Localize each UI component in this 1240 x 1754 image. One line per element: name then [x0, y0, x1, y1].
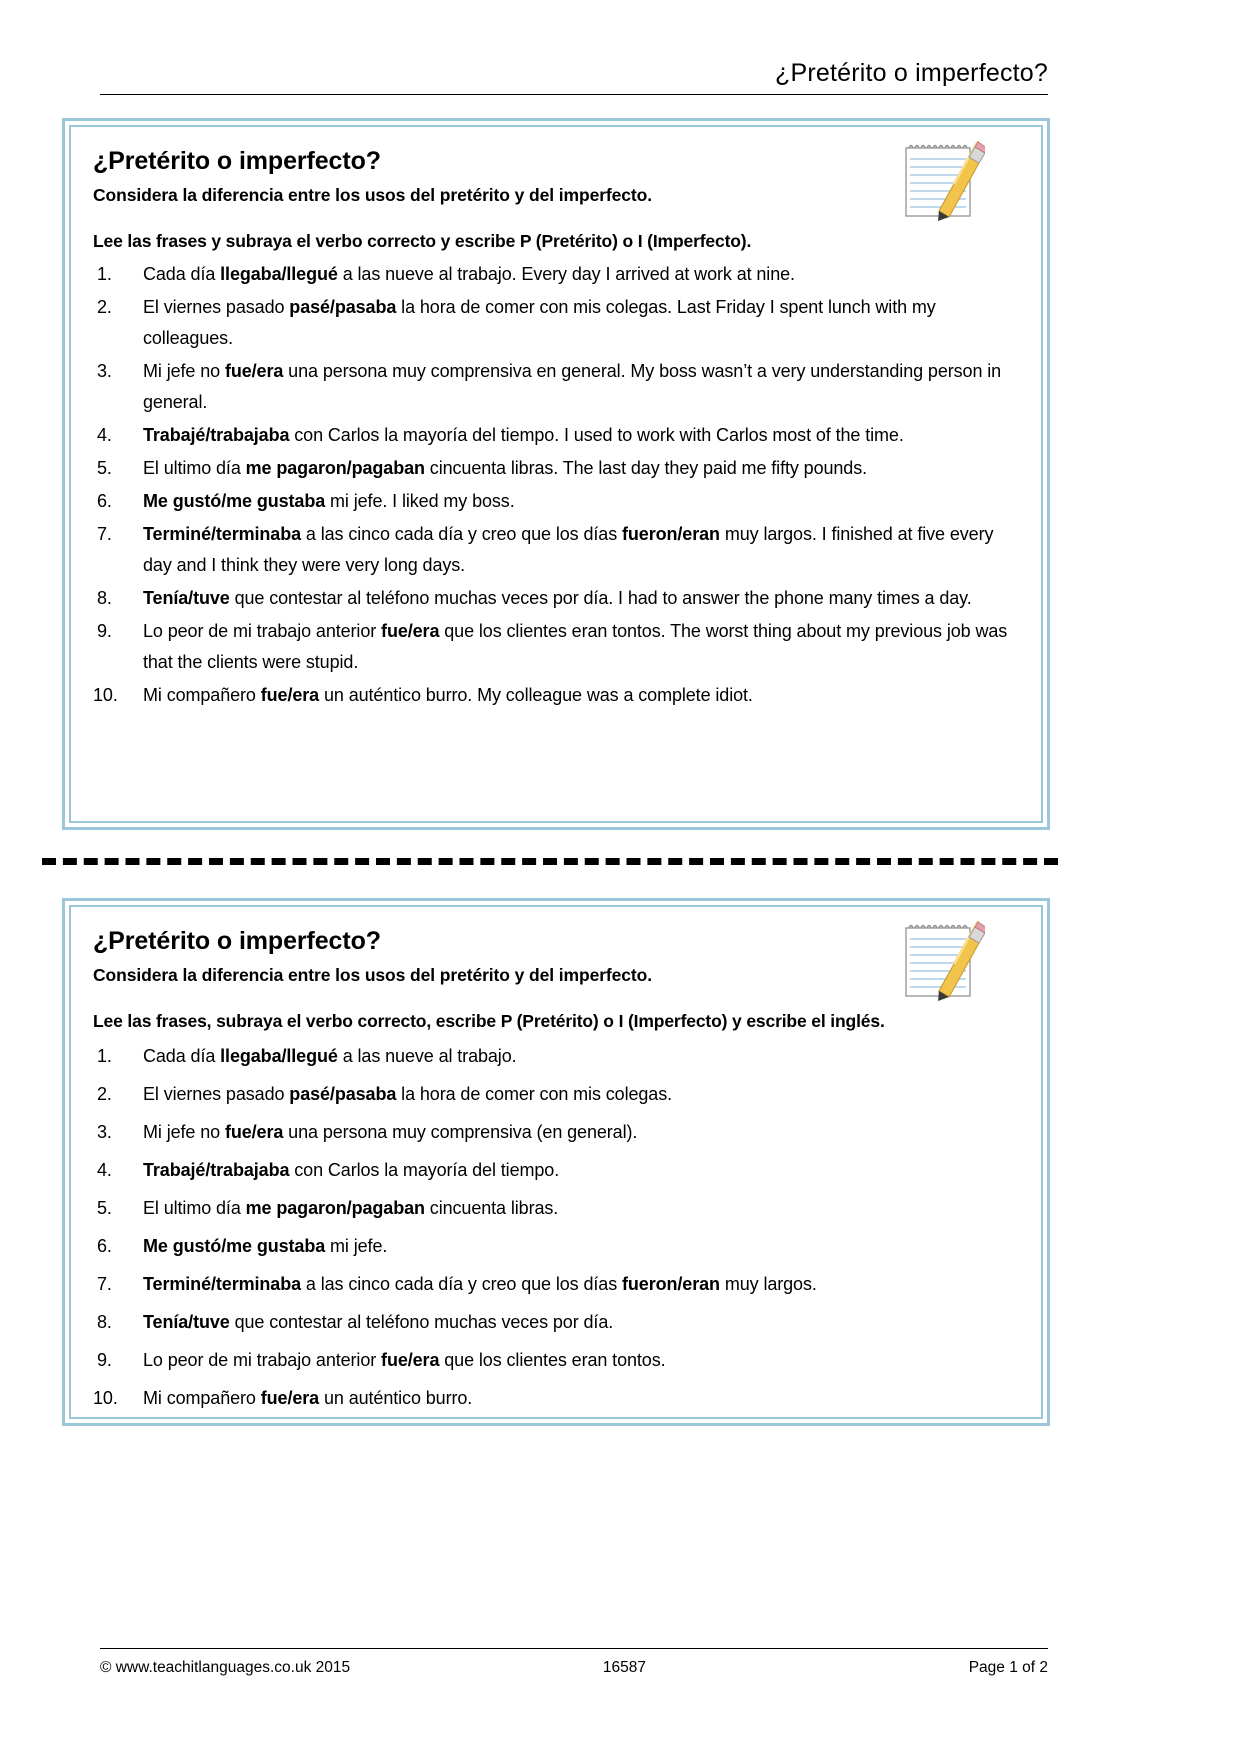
sentence-text: una persona muy comprensiva en general. My boss wasn’t a very understanding person in general.: [143, 361, 1002, 412]
question-item: [93, 292, 1019, 354]
sentence-text: cincuenta libras.: [424, 1198, 559, 1218]
question-text: [143, 685, 753, 705]
question-number: 5.: [97, 458, 112, 478]
worksheet-box-1-inner: [69, 125, 1043, 823]
question-item: [93, 1039, 1019, 1073]
question-number: 7.: [97, 1274, 112, 1294]
verb-choice: me pagaron/pagaban: [245, 458, 425, 478]
box-1-subtitle: Considera la diferencia entre los usos del pretérito y del imperfecto.: [93, 185, 652, 205]
question-item: [93, 1077, 1019, 1111]
question-text: [143, 425, 904, 445]
box-1-instruction: Lee las frases y subraya el verbo correcto y escribe P (Pretérito) o I (Imperfecto).: [93, 231, 752, 251]
question-number: 10.: [93, 1388, 118, 1408]
verb-choice: Me gustó/me gustaba: [143, 491, 326, 511]
verb-choice: fue/era: [381, 621, 440, 641]
question-item: [93, 1267, 1019, 1301]
sentence-text: mi jefe.: [325, 1236, 388, 1256]
footer-copyright: © www.teachitlanguages.co.uk 2015: [100, 1659, 351, 1676]
question-number: 2.: [97, 1084, 112, 1104]
question-number: 1.: [97, 1046, 112, 1066]
verb-choice: Me gustó/me gustaba: [143, 1236, 326, 1256]
question-item: [93, 680, 1019, 711]
question-text: [143, 1122, 637, 1142]
question-number: 6.: [97, 491, 112, 511]
question-item: [93, 356, 1019, 418]
sentence-text: que los clientes eran tontos. The worst thing about my previous job was that the clients were stupid.: [143, 621, 1008, 672]
question-number: 9.: [97, 1350, 112, 1370]
dashed-cut-line: [42, 858, 1058, 865]
verb-choice: pasé/pasaba: [289, 297, 397, 317]
verb-choice: Tenía/tuve: [143, 1312, 230, 1332]
sentence-text: Mi compañero: [143, 685, 261, 705]
sentence-text: a las cinco cada día y creo que los días: [301, 1274, 623, 1294]
sentence-text: El viernes pasado: [143, 297, 290, 317]
notepad-pencil-icon: [899, 921, 985, 1005]
box-2-instruction: Lee las frases, subraya el verbo correcto, escribe P (Pretérito) o I (Imperfecto) y escribe el inglés.: [93, 1011, 885, 1031]
verb-choice: fue/era: [260, 685, 320, 705]
question-text: [143, 1084, 672, 1104]
question-number: 10.: [93, 685, 118, 705]
sentence-text: El ultimo día: [143, 458, 246, 478]
verb-choice: fueron/eran: [622, 524, 720, 544]
question-number: 3.: [97, 1122, 112, 1142]
sentence-text: con Carlos la mayoría del tiempo.: [289, 1160, 560, 1180]
worksheet-box-1: [62, 118, 1050, 830]
question-number: 9.: [97, 621, 112, 641]
verb-choice: fue/era: [224, 1122, 284, 1142]
sentence-text: Lo peor de mi trabajo anterior: [143, 621, 382, 641]
sentence-text: que contestar al teléfono muchas veces por día.: [229, 1312, 614, 1332]
question-item: [93, 1191, 1019, 1225]
verb-choice: pasé/pasaba: [289, 1084, 397, 1104]
question-text: [143, 297, 936, 348]
verb-choice: Terminé/terminaba: [143, 1274, 302, 1294]
sentence-text: mi jefe. I liked my boss.: [325, 491, 515, 511]
verb-choice: Terminé/terminaba: [143, 524, 302, 544]
sentence-text: muy largos. I finished at five every day and I think they were very long days.: [143, 524, 994, 575]
question-item: [93, 1229, 1019, 1263]
worksheet-box-2-inner: [69, 905, 1043, 1419]
question-number: 4.: [97, 1160, 112, 1180]
question-item: [93, 453, 1019, 484]
verb-choice: fue/era: [260, 1388, 320, 1408]
question-item: [93, 1153, 1019, 1187]
verb-choice: llegaba/llegué: [220, 1046, 338, 1066]
sentence-text: Mi jefe no: [143, 1122, 225, 1142]
question-text: [143, 1274, 817, 1294]
question-item: [93, 259, 1019, 290]
question-item: [93, 583, 1019, 614]
question-text: [143, 621, 1007, 672]
sentence-text: Cada día: [143, 264, 221, 284]
footer-resource-number: 16587: [602, 1659, 646, 1676]
question-text: [143, 588, 972, 608]
question-item: [93, 1343, 1019, 1377]
question-number: 4.: [97, 425, 112, 445]
question-number: 7.: [97, 524, 112, 544]
box-1-question-list: [93, 259, 1019, 711]
question-number: 6.: [97, 1236, 112, 1256]
header-title: ¿Pretérito o imperfecto?: [775, 59, 1048, 87]
question-number: 8.: [97, 588, 112, 608]
sentence-text: una persona muy comprensiva (en general).: [283, 1122, 638, 1142]
sentence-text: Mi compañero: [143, 1388, 261, 1408]
sentence-text: con Carlos la mayoría del tiempo. I used to work with Carlos most of the time.: [289, 425, 904, 445]
question-text: [143, 361, 1001, 412]
sentence-text: que los clientes eran tontos.: [439, 1350, 666, 1370]
sentence-text: cincuenta libras. The last day they paid me fifty pounds.: [424, 458, 868, 478]
question-text: [143, 1236, 387, 1256]
verb-choice: fue/era: [224, 361, 284, 381]
question-number: 1.: [97, 264, 112, 284]
question-item: [93, 1381, 1019, 1415]
notepad-pencil-icon: [899, 141, 985, 225]
question-text: [143, 1388, 472, 1408]
verb-choice: fueron/eran: [622, 1274, 720, 1294]
box-2-question-list: [93, 1039, 1019, 1415]
sentence-text: Lo peor de mi trabajo anterior: [143, 1350, 382, 1370]
sentence-text: El viernes pasado: [143, 1084, 290, 1104]
box-2-subtitle: Considera la diferencia entre los usos del pretérito y del imperfecto.: [93, 965, 652, 985]
verb-choice: Trabajé/trabajaba: [143, 1160, 290, 1180]
question-item: [93, 519, 1019, 581]
question-item: [93, 1305, 1019, 1339]
page-header: [100, 58, 1048, 95]
question-text: [143, 1350, 666, 1370]
verb-choice: Tenía/tuve: [143, 588, 230, 608]
sentence-text: Mi jefe no: [143, 361, 225, 381]
question-number: 3.: [97, 361, 112, 381]
sentence-text: Cada día: [143, 1046, 221, 1066]
footer-page-number: Page 1 of 2: [968, 1659, 1048, 1676]
sentence-text: a las nueve al trabajo. Every day I arrived at work at nine.: [337, 264, 795, 284]
sentence-text: El ultimo día: [143, 1198, 246, 1218]
question-item: [93, 486, 1019, 517]
question-text: [143, 491, 515, 511]
sentence-text: que contestar al teléfono muchas veces por día. I had to answer the phone many times a day.: [229, 588, 972, 608]
question-item: [93, 420, 1019, 451]
sentence-text: la hora de comer con mis colegas.: [396, 1084, 672, 1104]
question-item: [93, 616, 1019, 678]
question-number: 8.: [97, 1312, 112, 1332]
worksheet-box-2: [62, 898, 1050, 1426]
question-text: [143, 264, 795, 284]
sentence-text: la hora de comer con mis colegas. Last Friday I spent lunch with my colleagues.: [143, 297, 936, 348]
box-2-title: ¿Pretérito o imperfecto?: [93, 927, 381, 955]
sentence-text: muy largos.: [719, 1274, 817, 1294]
question-text: [143, 524, 993, 575]
question-text: [143, 458, 867, 478]
box-1-title: ¿Pretérito o imperfecto?: [93, 147, 381, 175]
sentence-text: un auténtico burro. My colleague was a complete idiot.: [319, 685, 753, 705]
verb-choice: llegaba/llegué: [220, 264, 338, 284]
sentence-text: un auténtico burro.: [319, 1388, 473, 1408]
question-text: [143, 1312, 613, 1332]
question-number: 5.: [97, 1198, 112, 1218]
question-text: [143, 1046, 517, 1066]
verb-choice: fue/era: [381, 1350, 440, 1370]
question-item: [93, 1115, 1019, 1149]
page-footer: [100, 1648, 1048, 1678]
question-text: [143, 1198, 558, 1218]
verb-choice: Trabajé/trabajaba: [143, 425, 290, 445]
question-number: 2.: [97, 297, 112, 317]
sentence-text: a las cinco cada día y creo que los días: [301, 524, 623, 544]
verb-choice: me pagaron/pagaban: [245, 1198, 425, 1218]
question-text: [143, 1160, 559, 1180]
sentence-text: a las nueve al trabajo.: [337, 1046, 517, 1066]
